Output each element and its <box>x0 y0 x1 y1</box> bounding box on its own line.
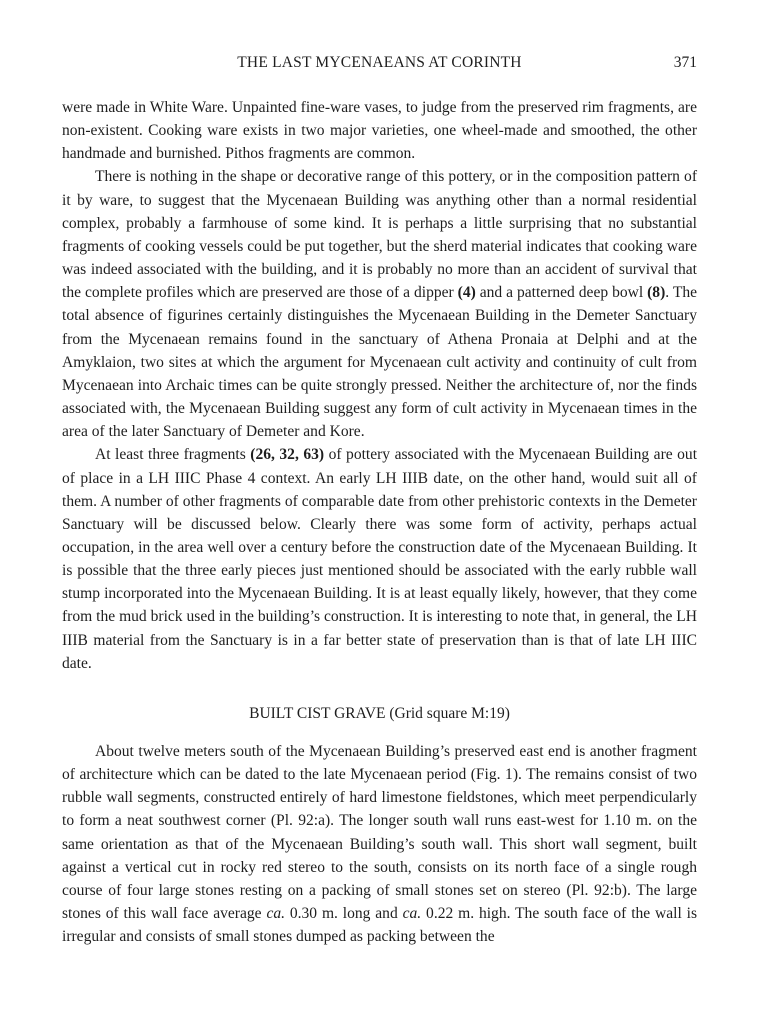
catalog-ref-8: (8) <box>647 284 666 302</box>
circa-abbrev-1: ca. <box>266 905 285 922</box>
paragraph-4 <box>62 740 697 948</box>
paragraph-3-text-a: At least three fragments <box>95 446 246 464</box>
paragraph-4-text-c: 0.22 m. high. The south face of the wall is irregular and consists of small stones dumped as packing between the <box>62 905 698 946</box>
paragraph-3-text-b: of pottery associated with the Mycenaean Building are out of place in a LH IIIC Phase 4 context. An early LH IIIB date, on the other hand, would suit all of them. A number of other fragments of comparable date from other prehistoric contexts in the Demeter Sanctuary will be discussed below. Clearly there was some form of activity, perhaps actual occupation, in the area well over a century before the construction date of the Mycenaean Building. It is possible that the three early pieces just mentioned should be associated with the early rubble wall stump incorporated into the Mycenaean Building. It is at least equally likely, however, that they come from the mud brick used in the building’s construction. It is interesting to note that, in general, the LH IIIB material from the Sanctuary is in a far better state of preservation than is that of late LH IIIC date. <box>62 446 698 672</box>
circa-abbrev-2: ca. <box>402 905 422 922</box>
paragraph-4-text-b: 0.30 m. long and <box>289 905 398 922</box>
section-title: BUILT CIST GRAVE <box>249 704 386 722</box>
paragraph-4-text-a: About twelve meters south of the Mycenaean Building’s preserved east end is another fragment of architecture which can be dated to the late Mycenaean period (Fig. 1). The remains consist of two rubble wall segments, constructed entirely of hard limestone fieldstones, which meet perpendicularly to form a neat southwest corner (Pl. 92:a). The longer south wall runs east-west for 1.10 m. on the same orientation as that of the Mycenaean Building’s south wall. This short wall segment, built against a vertical cut in rocky red stereo to the south, consists on its north face of a single rough course of four large stones resting on a packing of small stones set on stereo (Pl. 92:b). The large stones of this wall face average <box>62 742 697 922</box>
section-heading <box>62 702 697 725</box>
paragraph-2-text-c: . The total absence of figurines certainly distinguishes the Mycenaean Building in the Demeter Sanctuary from the Mycenaean remains found in the sanctuary of Athena Pronaia at Delphi and at the Amyklaion, two sites at which the argument for Mycenaean cult activity and continuity of cult from Mycenaean into Archaic times can be quite strongly pressed. Neither the architecture of, nor the finds associated with, the Mycenaean Building suggest any form of cult activity in Mycenaean times in the area of the later Sanctuary of Demeter and Kore. <box>62 284 697 441</box>
page-number: 371 <box>673 54 697 71</box>
paragraph-2-text-a: There is nothing in the shape or decorative range of this pottery, or in the composition pattern of it by ware, to suggest that the Mycenaean Building was anything other than a normal residential complex, probably a farmhouse of some kind. It is perhaps a little surprising that no substantial fragments of cooking vessels could be put together, but the sherd material indicates that cooking ware was indeed associated with the building, and it is probably no more than an accident of survival that the complete profiles which are preserved are those of a dipper <box>62 168 697 302</box>
body-text <box>62 96 697 948</box>
section-grid-square: (Grid square M:19) <box>389 704 510 722</box>
catalog-refs-26-32-63: (26, 32, 63) <box>250 446 325 464</box>
paragraph-2 <box>62 165 697 443</box>
running-header <box>62 54 697 78</box>
paragraph-2-text-b: and a patterned deep bowl <box>479 284 644 302</box>
paragraph-1 <box>62 96 697 165</box>
catalog-ref-4: (4) <box>457 284 476 302</box>
running-title: THE LAST MYCENAEANS AT CORINTH <box>237 54 522 71</box>
paragraph-1-text: were made in White Ware. Unpainted fine-ware vases, to judge from the preserved rim fragments, are non-existent. Cooking ware exists in two major varieties, one wheel-made and smoothed, the other handmade and burnished. Pithos fragments are common. <box>62 99 697 163</box>
paragraph-3 <box>62 443 697 675</box>
